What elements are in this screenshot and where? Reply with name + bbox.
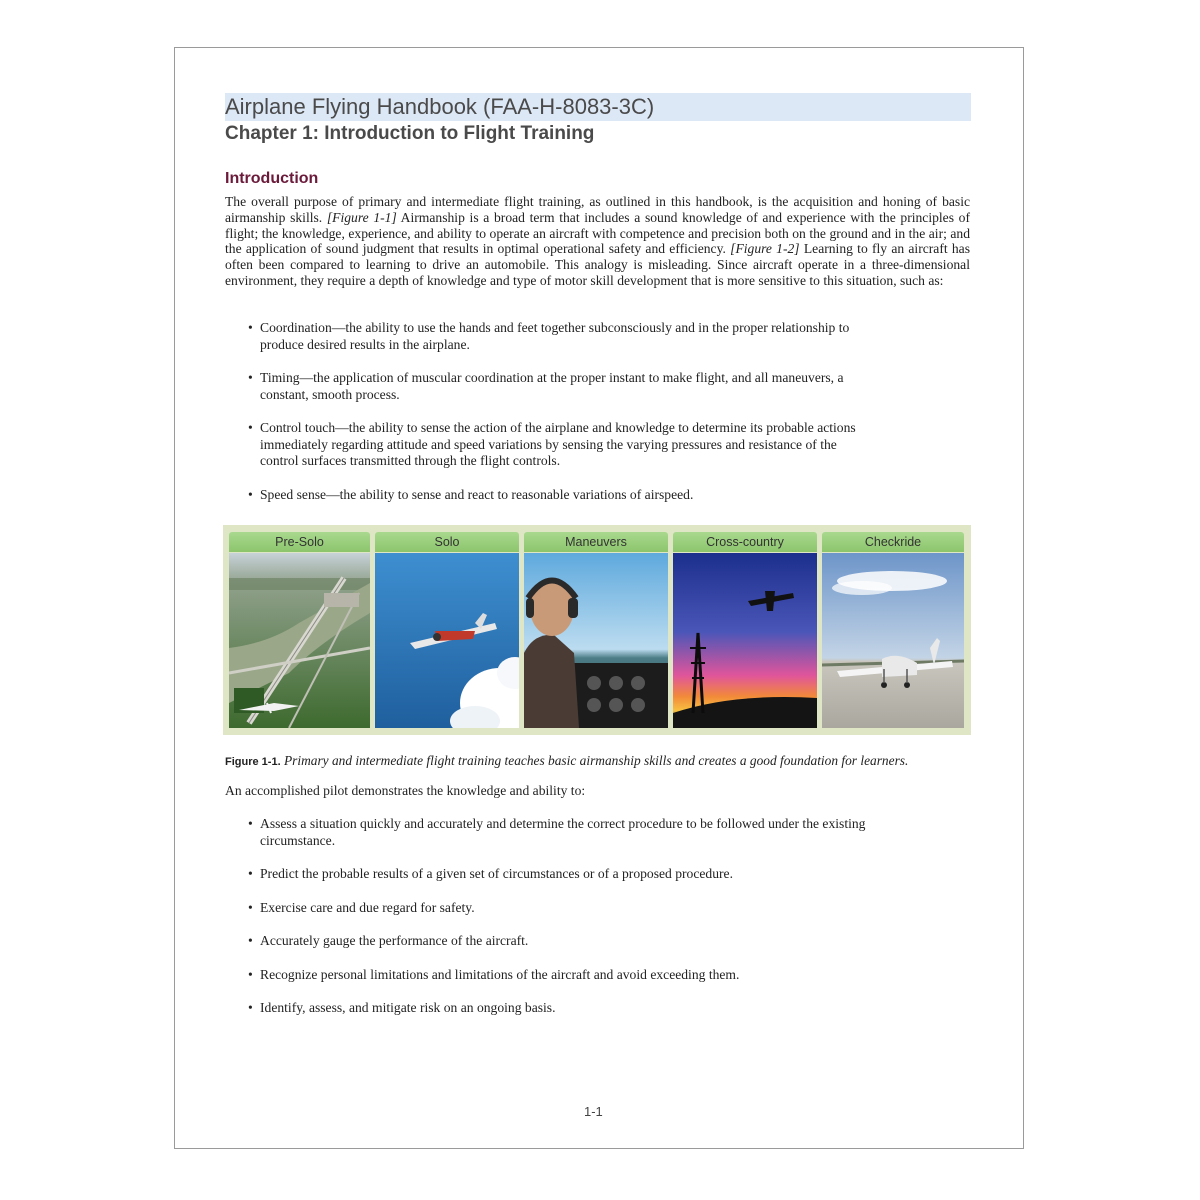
panel-cross-country — [673, 532, 817, 728]
list-item: • Speed sense—the ability to sense and react to reasonable variations of airspeed. — [248, 487, 868, 504]
list-item: • Recognize personal limitations and limitations of the aircraft and avoid exceeding them. — [248, 967, 868, 984]
panel-maneuvers — [524, 532, 668, 728]
figure-caption-text: Primary and intermediate flight training teaches basic airmanship skills and creates a good foundation for learners. — [283, 753, 909, 768]
intro-text-1: The overall purpose of primary and intermediate flight training, as outlined in this handbook, is the acquisition and honing of basic airmanship skills. — [225, 194, 970, 225]
airport-aerial-image — [229, 553, 370, 728]
chapter-heading: Chapter 1: Introduction to Flight Training — [225, 123, 595, 144]
list-item: • Predict the probable results of a given set of circumstances or of a proposed procedure. — [248, 866, 868, 883]
skills-list — [248, 320, 868, 503]
figure-reference-1-2[interactable]: [Figure 1-2] — [730, 241, 800, 257]
list-item: • Timing—the application of muscular coordination at the proper instant to make flight, and all maneuvers, a constant, smooth process. — [248, 370, 868, 403]
list-item: • Identify, assess, and mitigate risk on an ongoing basis. — [248, 1000, 868, 1017]
figure-reference-1-1[interactable]: [Figure 1-1] — [326, 209, 397, 225]
cockpit-image — [524, 553, 668, 728]
document-title: Airplane Flying Handbook (FAA-H-8083-3C) — [225, 94, 655, 119]
sunset-flight-image — [673, 553, 817, 728]
panel-label: Checkride — [822, 532, 964, 552]
panel-checkride — [822, 532, 964, 728]
list-item: • Control touch—the ability to sense the action of the airplane and knowledge to determine its probable actions immediately regarding attitude and speed variations by sensing the varying pressures and resistance of the control surfaces transmitted through the flight controls. — [248, 420, 868, 470]
parked-airplane-image — [822, 553, 964, 728]
panel-label: Solo — [375, 532, 519, 552]
figure-1-1 — [223, 525, 971, 735]
section-heading: Introduction — [225, 170, 319, 187]
list-item: • Accurately gauge the performance of the aircraft. — [248, 933, 868, 950]
solo-flight-image — [375, 553, 519, 728]
panel-pre-solo — [229, 532, 370, 728]
panel-label: Maneuvers — [524, 532, 668, 552]
list-item: • Assess a situation quickly and accurately and determine the correct procedure to be followed under the existing circumstance. — [248, 816, 868, 849]
list-item: • Exercise care and due regard for safety. — [248, 900, 868, 917]
panel-label: Pre-Solo — [229, 532, 370, 552]
abilities-lead-sentence: An accomplished pilot demonstrates the knowledge and ability to: — [225, 783, 586, 798]
page-number: 1-1 — [584, 1104, 603, 1119]
intro-text-2: Airmanship is a broad term that includes a sound knowledge of and experience with the principles of flight; the knowledge, experience, and ability to operate an aircraft with competence and precision both on the ground and in the air; and the application of sound judgment that results in optimal operational safety and efficiency. — [225, 209, 971, 257]
intro-paragraph — [225, 194, 970, 289]
intro-text-3: Learning to fly an aircraft has often been compared to learning to drive an automobile. This analogy is misleading. Since aircraft operate in a three-dimensional environment, they require a depth of knowledge and type of motor skill development that is more sensitive to this situation, such as: — [225, 241, 971, 288]
figure-caption-label: Figure 1-1. — [225, 756, 281, 768]
panel-label: Cross-country — [673, 532, 817, 552]
figure-caption — [225, 753, 908, 769]
list-item: • Coordination—the ability to use the hands and feet together subconsciously and in the proper relationship to produce desired results in the airplane. — [248, 320, 868, 353]
panel-solo — [375, 532, 519, 728]
abilities-list — [248, 816, 868, 1034]
